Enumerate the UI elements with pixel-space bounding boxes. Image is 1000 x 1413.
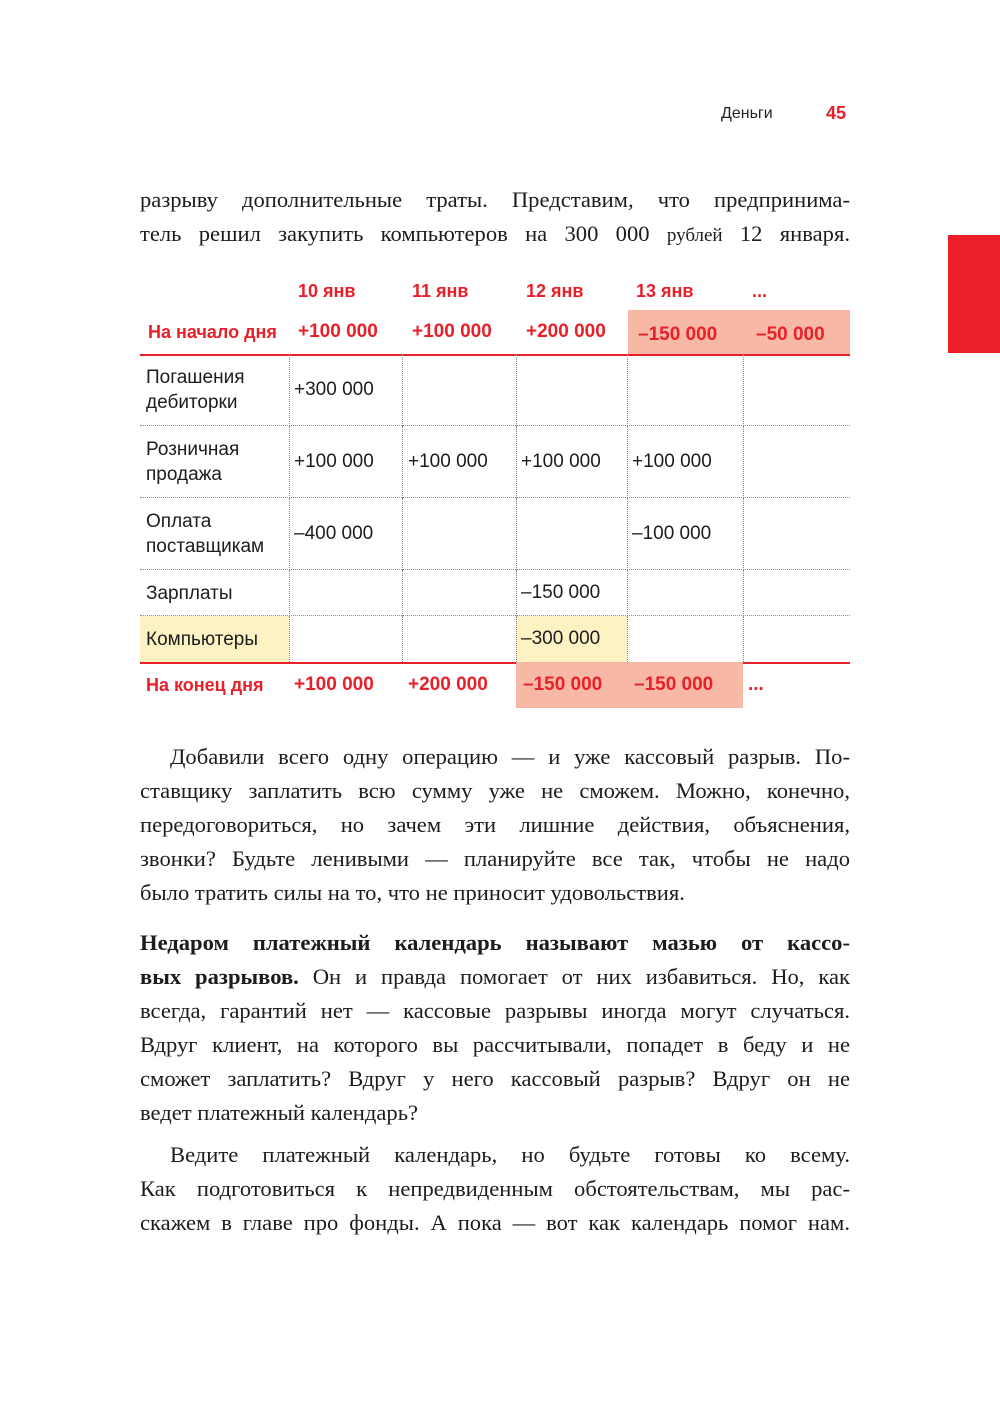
text-line: сможет заплатить? Вдруг у него кассовый разрыв? Вдруг он не bbox=[140, 1066, 850, 1091]
table-header-row bbox=[140, 272, 850, 310]
text-line bbox=[140, 1138, 850, 1172]
column-header: 10 янв bbox=[298, 280, 356, 301]
text-line bbox=[140, 740, 850, 774]
table-row bbox=[140, 426, 850, 498]
table-cell: –100 000 bbox=[632, 523, 712, 544]
text-fragment-small: рублей bbox=[666, 225, 723, 246]
table-row-highlighted bbox=[140, 616, 850, 662]
text-line: передоговориться, но зачем эти лишние действия, объяснения, bbox=[140, 812, 850, 837]
end-value: +200 000 bbox=[408, 674, 488, 695]
column-header: 13 янв bbox=[636, 280, 694, 301]
start-value: +100 000 bbox=[412, 321, 492, 342]
row-label-line: дебиторки bbox=[146, 392, 238, 413]
row-label bbox=[146, 354, 291, 426]
text-line: было тратить силы на то, что не приносит удовольствия. bbox=[140, 880, 685, 905]
row-label: Зарплаты bbox=[146, 582, 233, 604]
row-label bbox=[146, 426, 291, 498]
row-label-end: На конец дня bbox=[146, 674, 264, 695]
table-cell: +100 000 bbox=[408, 451, 488, 472]
text-line bbox=[140, 960, 850, 994]
body-paragraph bbox=[140, 926, 850, 1130]
start-value: +100 000 bbox=[298, 321, 378, 342]
body-paragraph bbox=[140, 740, 850, 910]
column-header: ... bbox=[752, 280, 768, 301]
table-cell: +100 000 bbox=[294, 451, 374, 472]
intro-paragraph bbox=[140, 183, 850, 253]
row-label-line: Погашения bbox=[146, 367, 245, 388]
text-line-bold: Недаром платежный календарь называют мазью от кассо- bbox=[140, 930, 850, 955]
text-line bbox=[140, 217, 850, 253]
page-number: 45 bbox=[826, 103, 847, 123]
table-cell: –300 000 bbox=[521, 628, 601, 649]
text-fragment: тель решил закупить компьютеров на 300 000 bbox=[140, 221, 667, 246]
text-line: ставщику заплатить всю сумму уже не сможем. Можно, конечно, bbox=[140, 778, 850, 803]
table-cell: +300 000 bbox=[294, 379, 374, 400]
table-cell: –400 000 bbox=[294, 523, 374, 544]
row-label: Компьютеры bbox=[146, 628, 258, 650]
text-line: всегда, гарантий нет — кассовые разрывы иногда могут случаться. bbox=[140, 998, 850, 1023]
table-cell: –150 000 bbox=[521, 582, 601, 603]
table-row bbox=[140, 354, 850, 426]
text-fragment: Он и правда помогает от них избавиться. Но, как bbox=[298, 964, 850, 989]
table-row bbox=[140, 498, 850, 570]
text-line: Вдруг клиент, на которого вы рассчитывали, попадет в беду и не bbox=[140, 1032, 850, 1057]
table-cell: +100 000 bbox=[521, 451, 601, 472]
text-line: Как подготовиться к непредвиденным обстоятельствам, мы рас- bbox=[140, 1176, 850, 1201]
chapter-tab-marker bbox=[948, 235, 1000, 353]
end-value: –150 000 bbox=[634, 674, 714, 695]
body-paragraph bbox=[140, 1138, 850, 1240]
row-label bbox=[146, 498, 291, 570]
end-value: ... bbox=[748, 674, 764, 695]
column-header: 12 янв bbox=[526, 280, 584, 301]
text-fragment: 12 января. bbox=[722, 221, 850, 246]
row-label-line: Оплата bbox=[146, 511, 212, 532]
start-value: –150 000 bbox=[638, 324, 718, 345]
end-of-day-row bbox=[140, 662, 850, 708]
text-fragment: Добавили всего одну операцию — и уже кассовый разрыв. По- bbox=[170, 744, 850, 769]
column-header: 11 янв bbox=[412, 280, 469, 301]
row-label-line: поставщикам bbox=[146, 536, 265, 557]
text-fragment-bold: вых разрывов. bbox=[140, 964, 299, 989]
end-value: +100 000 bbox=[294, 674, 374, 695]
running-header-section: Деньги bbox=[721, 105, 773, 122]
cash-flow-table bbox=[140, 272, 850, 708]
text-line: звонки? Будьте ленивыми — планируйте все так, чтобы не надо bbox=[140, 846, 850, 871]
text-line: скажем в главе про фонды. А пока — вот как календарь помог нам. bbox=[140, 1210, 850, 1235]
text-line: разрыву дополнительные траты. Представим, что предпринима- bbox=[140, 187, 850, 212]
row-label-line: продажа bbox=[146, 464, 222, 485]
start-of-day-row bbox=[140, 310, 850, 354]
start-value: –50 000 bbox=[756, 324, 825, 345]
text-fragment: Ведите платежный календарь, но будьте готовы ко всему. bbox=[170, 1142, 850, 1167]
row-label-line: Розничная bbox=[146, 439, 240, 460]
text-line: ведет платежный календарь? bbox=[140, 1100, 419, 1125]
end-value: –150 000 bbox=[523, 674, 603, 695]
table-cell: +100 000 bbox=[632, 451, 712, 472]
row-label-start: На начало дня bbox=[148, 321, 277, 342]
table-row bbox=[140, 570, 850, 616]
start-value: +200 000 bbox=[526, 321, 606, 342]
